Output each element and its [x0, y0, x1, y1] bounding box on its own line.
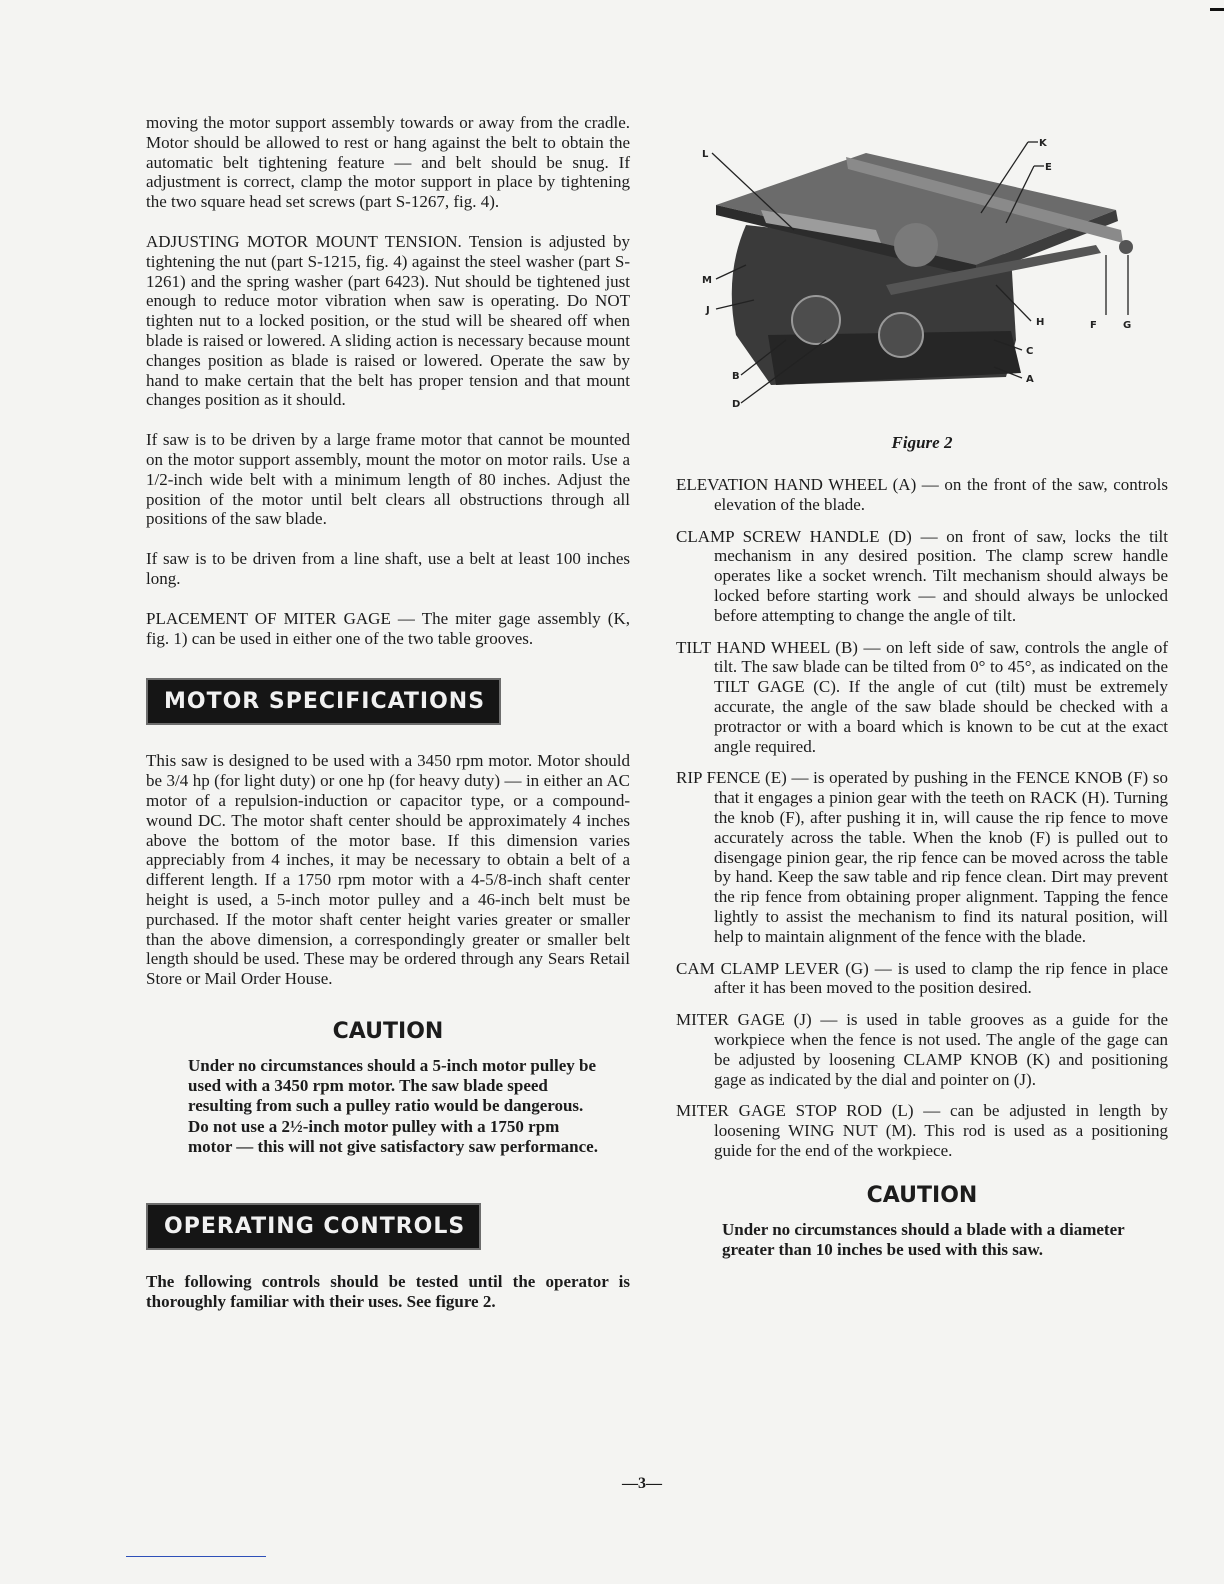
callout-label: F: [1090, 320, 1097, 331]
definition-rip-fence: RIP FENCE (E) — is operated by pushing in the FENCE KNOB (F) so that it engages a pinion gear with the teeth on RACK (H). Turning the knob (F), after pushing it in, will cause the rip fence to move accurately across the table. When the knob (F) is pulled out to disengage pinion gear, the rip fence can be moved across the table by hand. Keep the saw table and rip fence clean. Dirt may prevent the rip fence from obtaining proper alignment. Tapping the fence lightly to assist the mechanism to find its natural position, will help to maintain alignment of the fence with the blade.: [676, 768, 1168, 946]
callout-label: C: [1026, 346, 1034, 357]
caution-title-pulley: CAUTION: [332, 1018, 444, 1044]
callout-label: J: [706, 305, 710, 316]
miter-gage-dial: [894, 223, 938, 267]
definition-miter-gage-stop-rod: MITER GAGE STOP ROD (L) — can be adjusted in length by loosening WING NUT (M). This rod is used as a positioning guide for the end of the workpiece.: [676, 1101, 1168, 1160]
paragraph-motor-specifications: This saw is designed to be used with a 3450 rpm motor. Motor should be 3/4 hp (for light duty) or one hp (for heavy duty) — in either an AC motor of a repulsion-induction or capacitor type, or a compound-wound DC. The motor shaft center should be approximately 4 inches above the bottom of the motor base. If this dimension varies appreciably from 4 inches, it may be necessary to obtain a belt of a different length. If a 1750 rpm motor with a 4-5/8-inch shaft center height is used, a 5-inch motor pulley and a 46-inch belt must be purchased. If the motor shaft center height varies greater or smaller than the above dimension, a correspondingly greater or smaller belt length should be used. These may be ordered through any Sears Retail Store or Mail Order House.: [146, 751, 630, 989]
callout-label: E: [1045, 162, 1052, 173]
caution-title-blade: CAUTION: [866, 1182, 978, 1208]
left-column: [146, 113, 630, 1312]
definition-miter-gage: MITER GAGE (J) — is used in table grooves as a guide for the workpiece when the fence is not used. The angle of the gage can be adjusted by loosening CLAMP KNOB (K) and positioning gage as indicated by the dial and pointer on (J).: [676, 1010, 1168, 1089]
elevation-hand-wheel: [879, 313, 923, 357]
operating-controls-heading: OPERATING CONTROLS: [146, 1203, 481, 1250]
motor-specifications-heading: MOTOR SPECIFICATIONS: [146, 678, 501, 725]
caution-text-pulley: Under no circumstances should a 5-inch motor pulley be used with a 3450 rpm motor. The saw blade speed resulting from such a pulley ratio would be dangerous. Do not use a 2½-inch motor pulley with a 1750 rpm motor — this will not give satisfactory saw performance.: [188, 1055, 598, 1157]
callout-label: H: [1036, 317, 1045, 328]
definition-elevation-hand-wheel: ELEVATION HAND WHEEL (A) — on the front of the saw, controls elevation of the blade.: [676, 475, 1168, 514]
callout-label: L: [702, 149, 709, 160]
definition-clamp-screw-handle: CLAMP SCREW HANDLE (D) — on front of saw, locks the tilt mechanism in any desired position. The clamp screw handle operates like a socket wrench. Tilt mechanism should always be locked before starting work — and should always be unlocked before attempting to change the angle of tilt.: [676, 526, 1168, 625]
callout-label: K: [1039, 138, 1047, 149]
table-saw-drawing: [676, 135, 1168, 425]
caution-text-blade: Under no circumstances should a blade with a diameter greater than 10 inches be used with this saw.: [722, 1219, 1125, 1259]
fence-knob: [1119, 240, 1133, 254]
right-column: [676, 135, 1168, 1260]
paragraph-line-shaft: If saw is to be driven from a line shaft, use a belt at least 100 inches long.: [146, 549, 630, 588]
footer-rule: [126, 1556, 266, 1557]
tilt-hand-wheel: [792, 296, 840, 344]
definition-tilt-hand-wheel: TILT HAND WHEEL (B) — on left side of saw, controls the angle of tilt. The saw blade can be tilted from 0° to 45°, as indicated on the TILT GAGE (C). If the angle of cut (tilt) must be extremely accurate, the angle of the saw blade should be checked with a protractor or with a board which is known to be cut at the exact angle required.: [676, 637, 1168, 756]
callout-label: B: [732, 371, 740, 382]
paragraph-large-frame-motor: If saw is to be driven by a large frame motor that cannot be mounted on the motor support assembly, mount the motor on motor rails. Use a 1/2-inch wide belt with a minimum length of 80 inches. Adjust the position of the motor until belt clears all obstructions through all positions of the saw blade.: [146, 430, 630, 529]
callout-label: D: [732, 399, 741, 410]
page-number: —3—: [622, 1475, 662, 1492]
callout-label: A: [1026, 374, 1034, 385]
paragraph-motor-support: moving the motor support assembly towards or away from the cradle. Motor should be allowed to rest or hang against the belt to obtain the automatic belt tightening feature — and belt should be snug. If adjustment is correct, clamp the motor support in place by tightening the two square head set screws (part S-1267, fig. 4).: [146, 113, 630, 212]
callout-label: G: [1123, 320, 1132, 331]
figure-2-saw-illustration: [676, 135, 1168, 425]
paragraph-miter-gage-placement: PLACEMENT OF MITER GAGE — The miter gage assembly (K, fig. 1) can be used in either one of the two table grooves.: [146, 608, 630, 648]
paragraph-motor-mount-tension: ADJUSTING MOTOR MOUNT TENSION. Tension is adjusted by tightening the nut (part S-1215, fig. 4) against the steel washer (part S-1261) and the spring washer (part 6423). Nut should be tightened just enough to reduce motor vibration when saw is operating. Do NOT tighten nut to a locked position, or the stud will be sheared off when blade is raised or lowered. A sliding action is necessary because mount changes position as blade is raised or lowered. Operate the saw by hand to make certain that the belt has proper tension and that mount changes position as it should.: [146, 231, 630, 410]
paragraph-operating-controls-intro: The following controls should be tested until the operator is thoroughly familiar with their uses. See figure 2.: [146, 1272, 630, 1312]
edge-mark: [1210, 8, 1224, 11]
definition-cam-clamp-lever: CAM CLAMP LEVER (G) — is used to clamp the rip fence in place after it has been moved to the position desired.: [676, 958, 1168, 998]
figure-caption: Figure 2: [891, 433, 953, 452]
callout-label: M: [702, 275, 712, 286]
